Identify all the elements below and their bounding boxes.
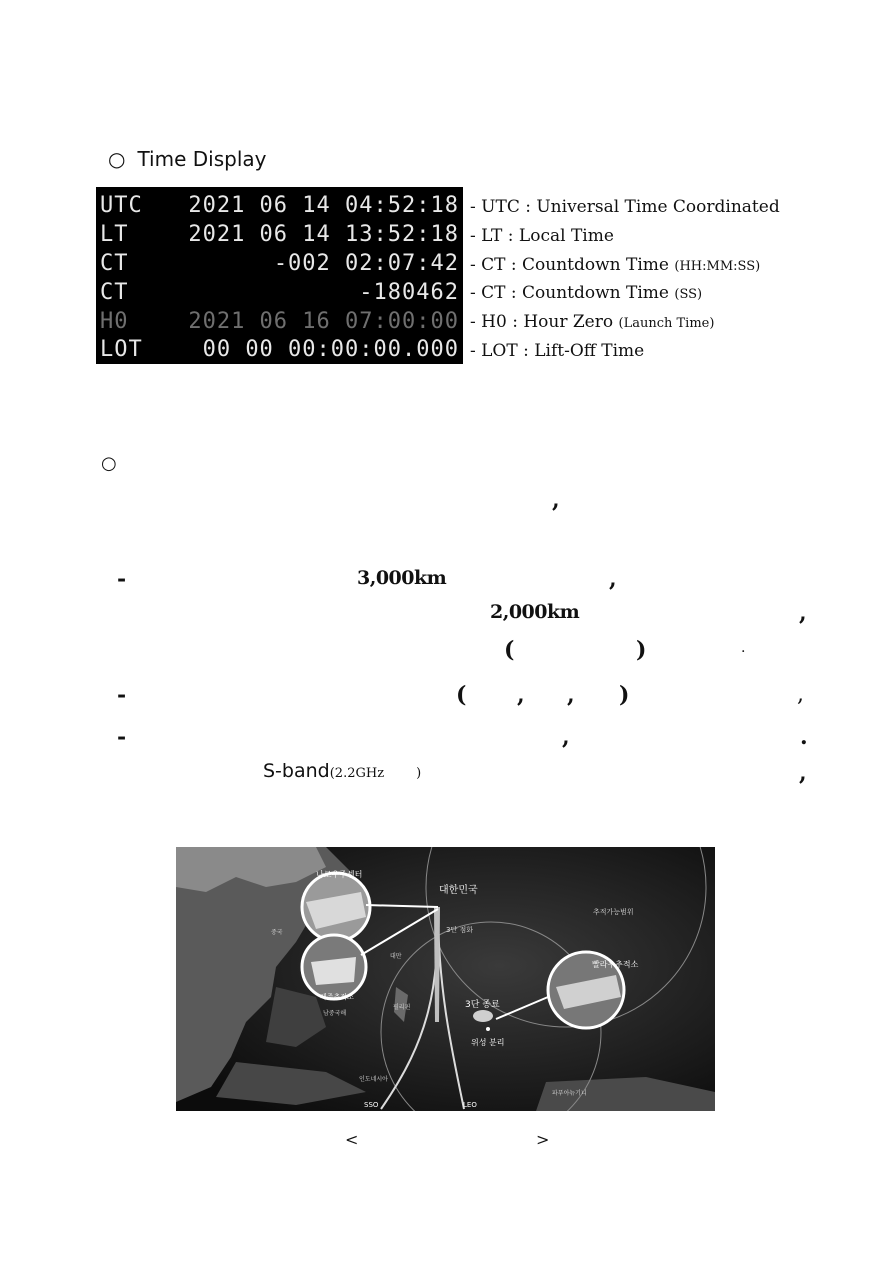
paren-open: ( bbox=[504, 637, 515, 663]
map-label-korea: 대한민국 bbox=[439, 885, 478, 896]
map-label-jeju-tracking: 제주추적소 bbox=[320, 993, 354, 1001]
legend-note: (Launch Time) bbox=[618, 316, 715, 332]
dash-marker: - bbox=[117, 566, 127, 592]
punct-comma: , bbox=[517, 682, 525, 708]
distance-value-2000: 2,000km bbox=[490, 601, 580, 623]
lcd-label: H0 bbox=[100, 309, 129, 334]
lcd-row-ct-ss bbox=[96, 278, 463, 307]
map-label-leo: LEO bbox=[463, 1101, 477, 1109]
punct-comma: , bbox=[609, 566, 617, 592]
map-label-south-china-sea: 남중국해 bbox=[323, 1010, 347, 1017]
map-label-philippines: 필리핀 bbox=[393, 1004, 411, 1011]
dash-marker: - bbox=[117, 724, 127, 750]
legend-item bbox=[470, 222, 780, 251]
lcd-row-h0 bbox=[96, 307, 463, 336]
map-label-sso: SSO bbox=[364, 1101, 379, 1109]
figure-caption-close: > bbox=[536, 1130, 550, 1149]
map-label-china: 중국 bbox=[271, 929, 283, 936]
punct-comma: , bbox=[567, 682, 575, 708]
punct-comma: , bbox=[797, 682, 804, 707]
lcd-row-utc bbox=[96, 191, 463, 220]
legend-item bbox=[470, 279, 780, 308]
legend-note: (SS) bbox=[674, 287, 703, 303]
time-display-panel bbox=[96, 187, 463, 364]
legend-text: - H0 : Hour Zero bbox=[470, 312, 614, 333]
lcd-row-lot bbox=[96, 335, 463, 364]
legend-item bbox=[470, 193, 780, 222]
legend-text: - LT : Local Time bbox=[470, 225, 614, 246]
lcd-label: UTC bbox=[100, 193, 143, 218]
map-label-tracking-range: 추적가능범위 bbox=[593, 908, 634, 916]
punct-period: . bbox=[741, 640, 746, 656]
map-label-taiwan: 대만 bbox=[390, 953, 402, 960]
figure-caption-open: < bbox=[345, 1130, 359, 1149]
lcd-label: LT bbox=[100, 222, 129, 247]
lcd-label: CT bbox=[100, 251, 129, 276]
legend-note: (HH:MM:SS) bbox=[674, 258, 761, 274]
circle-bullet-icon: ○ bbox=[101, 453, 117, 474]
punct-period: . bbox=[800, 724, 808, 750]
map-label-naro: 나로우주센터 bbox=[316, 870, 363, 879]
lcd-value: 2021 06 16 07:00:00 bbox=[188, 309, 459, 334]
punct-comma: , bbox=[552, 487, 560, 513]
s-band-text bbox=[263, 760, 421, 782]
lcd-value: 2021 06 14 04:52:18 bbox=[188, 193, 459, 218]
s-band-frequency: (2.2GHz bbox=[329, 766, 385, 781]
paren-close: ) bbox=[619, 682, 630, 708]
lcd-label: LOT bbox=[100, 337, 143, 362]
map-label-palau-tracking: 빨라우추적소 bbox=[592, 960, 639, 969]
legend-text: - CT : Countdown Time bbox=[470, 283, 669, 304]
map-label-stage3-end: 3단 종료 bbox=[465, 1000, 500, 1010]
map-label-indonesia: 인도네시아 bbox=[359, 1076, 388, 1083]
legend-item bbox=[470, 251, 780, 280]
lcd-row-lt bbox=[96, 220, 463, 249]
dash-marker: - bbox=[117, 682, 127, 708]
punct-comma: , bbox=[562, 724, 570, 750]
legend-text: - LOT : Lift-Off Time bbox=[470, 340, 645, 361]
paren-close: ) bbox=[636, 637, 647, 663]
lcd-value: -002 02:07:42 bbox=[273, 251, 459, 276]
distance-value-3000: 3,000km bbox=[357, 567, 447, 589]
lcd-value: 2021 06 14 13:52:18 bbox=[188, 222, 459, 247]
map-label-stage3-ignition: 3단 점화 bbox=[446, 926, 473, 934]
circle-bullet-icon: ○ bbox=[108, 147, 126, 171]
lcd-value: 00 00 00:00:00.000 bbox=[202, 337, 459, 362]
paren-close: ) bbox=[416, 766, 422, 781]
legend-item bbox=[470, 337, 780, 366]
lcd-row-ct-hms bbox=[96, 249, 463, 278]
s-band-label: S-band bbox=[263, 760, 330, 782]
map-label-papua-new-guinea: 파푸아뉴기니 bbox=[552, 1090, 587, 1097]
lcd-value: -180462 bbox=[359, 280, 459, 305]
legend-item bbox=[470, 308, 780, 337]
paren-open: ( bbox=[456, 682, 467, 708]
punct-comma: , bbox=[799, 760, 807, 786]
launch-trajectory-map bbox=[176, 847, 715, 1111]
time-legend bbox=[470, 193, 780, 366]
section-heading-time-display bbox=[108, 147, 266, 172]
legend-text: - UTC : Universal Time Coordinated bbox=[470, 197, 780, 217]
punct-comma: , bbox=[799, 600, 807, 626]
map-label-satellite-separation: 위성 분리 bbox=[471, 1038, 505, 1047]
lcd-label: CT bbox=[100, 280, 129, 305]
legend-text: - CT : Countdown Time bbox=[470, 254, 669, 275]
heading-text: Time Display bbox=[137, 147, 267, 171]
